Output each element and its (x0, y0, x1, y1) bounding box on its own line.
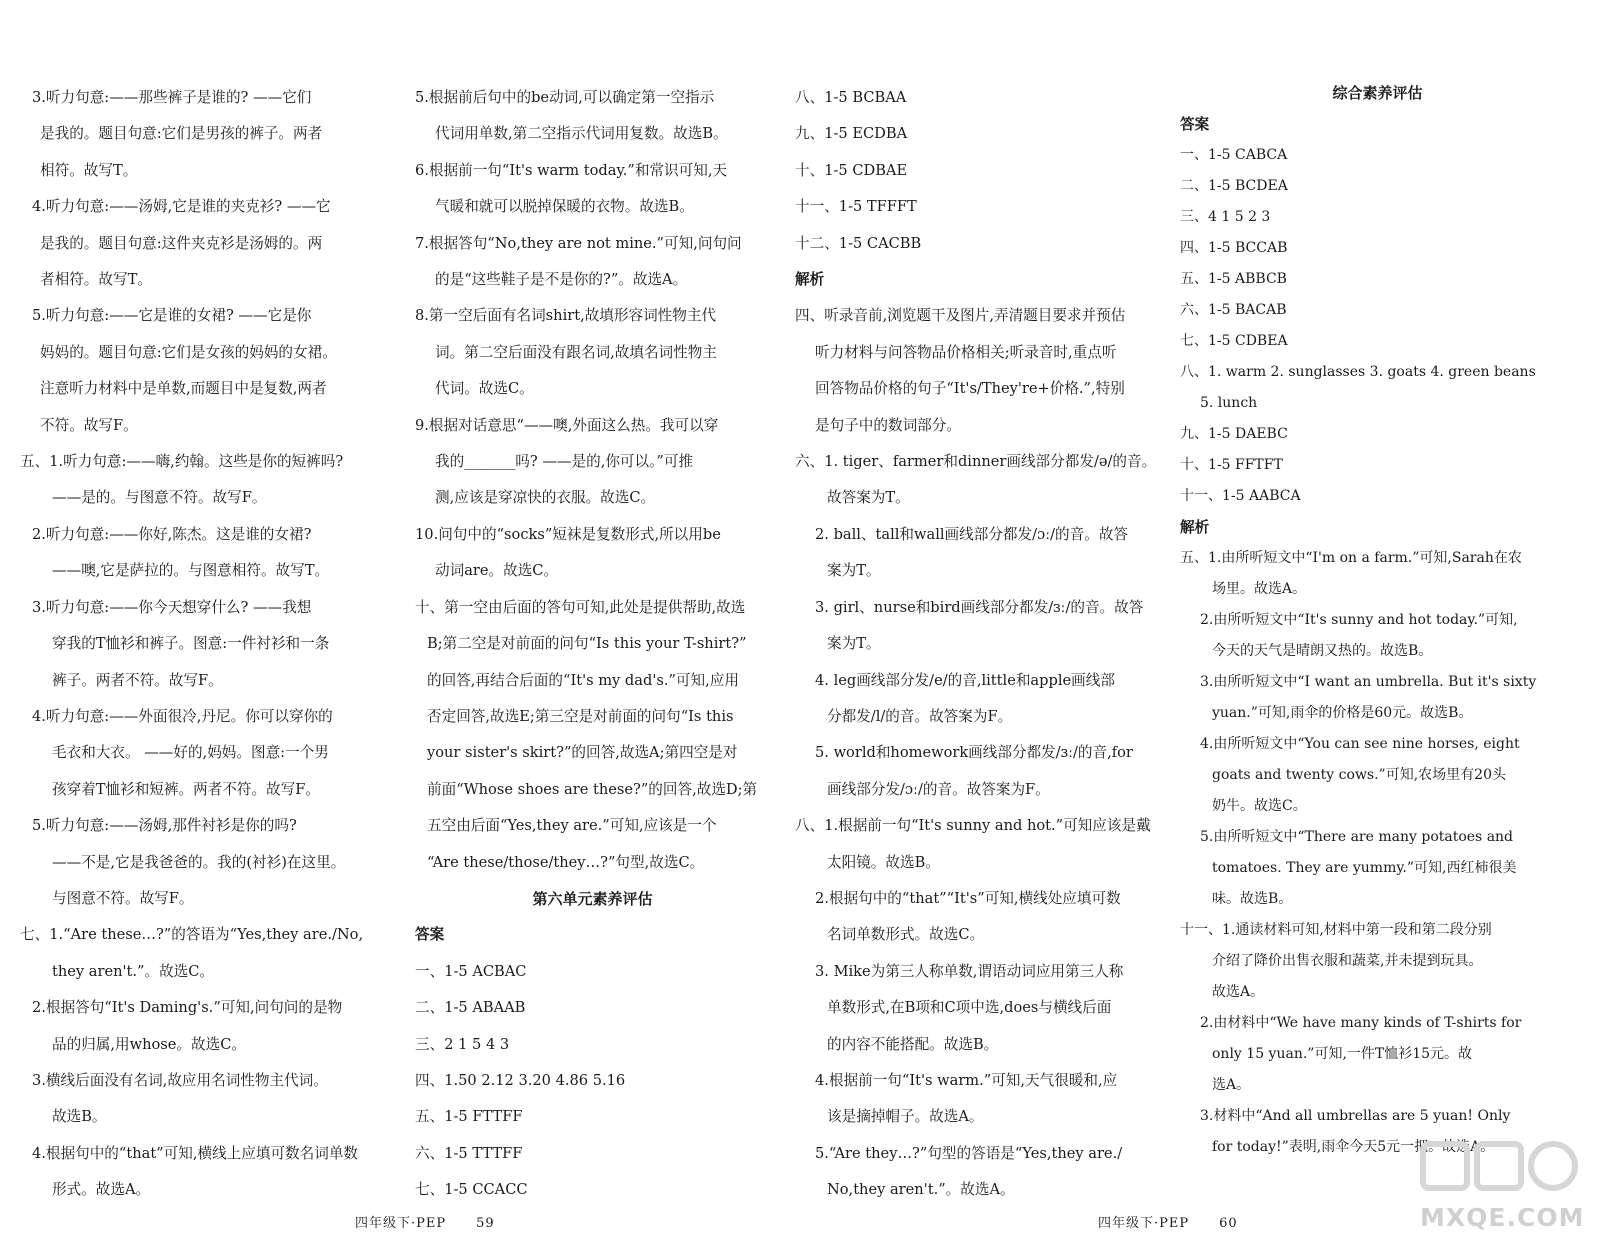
text-line: 裤子。两者不符。故写F。 (52, 671, 223, 689)
text-line: ——不是,它是我爸爸的。我的(衬衫)在这里。 (52, 853, 346, 871)
text-line: 3.横线后面没有名词,故应用名词性物主代词。 (32, 1071, 328, 1089)
answers-label: 答案 (1180, 116, 1210, 133)
text-line: tomatoes. They are yummy.”可知,西红柿很美 (1212, 860, 1517, 876)
unit6-title: 第六单元素养评估 (532, 889, 653, 908)
text-line: 品的归属,用whose。故选C。 (52, 1035, 246, 1053)
text-line: 注意听力材料中是单数,而题目中是复数,两者 (40, 380, 327, 398)
text-line: 5.“Are they…?”句型的答语是“Yes,they are./ (815, 1144, 1123, 1162)
text-line: 6.根据前一句“It's warm today.”和常识可知,天 (415, 161, 728, 179)
answer-line: 5. lunch (1200, 395, 1258, 411)
text-line: 十、第一空由后面的答句可知,此处是提供帮助,故选 (415, 598, 746, 616)
text-line: 3. Mike为第三人称单数,谓语动词应用第三人称 (815, 962, 1124, 980)
text-line: 听力材料与问答物品价格相关;听录音时,重点听 (815, 343, 1117, 361)
text-line: 5.由所听短文中“There are many potatoes and (1200, 829, 1514, 845)
text-line: 的回答,再结合后面的“It's my dad's.”可知,应用 (427, 671, 739, 689)
answer-line: 四、1-5 BCCAB (1180, 240, 1288, 256)
text-line: 案为T。 (827, 562, 881, 580)
answer-line: 二、1-5 BCDEA (1180, 178, 1288, 194)
text-line: 四、听录音前,浏览题干及图片,弄清题目要求并预估 (795, 307, 1126, 325)
analysis-label: 解析 (795, 271, 825, 289)
answer-line: 六、1-5 BACAB (1180, 302, 1287, 318)
text-line: 2.听力句意:——你好,陈杰。这是谁的女裙? (32, 525, 312, 543)
text-line: ——是的。与图意不符。故写F。 (52, 489, 267, 507)
text-line: 4.听力句意:——外面很冷,丹尼。你可以穿你的 (32, 707, 333, 725)
text-line: 故选A。 (1212, 984, 1265, 1000)
text-line: 3.由所听短文中“I want an umbrella. But it's sixty (1200, 674, 1537, 690)
text-line: 孩穿着T恤衫和短裤。两者不符。故写F。 (52, 780, 320, 798)
answers-label: 答案 (415, 926, 445, 944)
text-line: 2.根据答句“It's Daming's.”可知,问句问的是物 (32, 999, 343, 1017)
text-line: 4.听力句意:——汤姆,它是谁的夹克衫? ——它 (32, 198, 331, 216)
text-line: 4.由所听短文中“You can see nine horses, eight (1200, 736, 1520, 752)
text-line: 3.材料中“And all umbrellas are 5 yuan! Only (1200, 1108, 1511, 1124)
text-line: 味。故选B。 (1212, 891, 1293, 907)
text-line: 奶牛。故选C。 (1212, 798, 1307, 814)
text-line: 介绍了降价出售衣服和蔬菜,并未提到玩具。 (1212, 953, 1483, 969)
text-line: 测,应该是穿凉快的衣服。故选C。 (435, 489, 656, 507)
text-line: 动词are。故选C。 (435, 562, 559, 580)
text-line: 形式。故选A。 (52, 1181, 151, 1199)
text-line: 是句子中的数词部分。 (815, 416, 961, 434)
answer-line: 五、1-5 ABBCB (1180, 271, 1287, 287)
answer-line: 七、1-5 CDBEA (1180, 333, 1288, 349)
text-line: 选A。 (1212, 1077, 1251, 1093)
text-line: 名词单数形式。故选C。 (827, 926, 985, 944)
text-line: 穿我的T恤衫和裤子。图意:一件衬衫和一条 (52, 635, 330, 653)
footer-left (355, 1212, 495, 1231)
text-line: 八、1.根据前一句“It's sunny and hot.”可知应该是戴 (795, 817, 1151, 835)
text-line: 代词。故选C。 (435, 380, 534, 398)
text-line: B;第二空是对前面的问句“Is this your T-shirt?” (427, 635, 747, 653)
text-line: 案为T。 (827, 635, 881, 653)
watermark-text: MXQE.COM (1420, 1203, 1585, 1232)
column-3 (795, 80, 1155, 1209)
text-line: 我的_______吗? ——是的,你可以。”可推 (435, 453, 694, 471)
text-line: 七、1.“Are these…?”的答语为“Yes,they are./No, (20, 926, 364, 944)
text-line: 7.根据答句“No,they are not mine.”可知,问句问 (415, 234, 742, 252)
answer-line: 十、1-5 FFTFT (1180, 457, 1283, 473)
text-line: 2.由所听短文中“It's sunny and hot today.”可知, (1200, 612, 1518, 628)
answer-line: 五、1-5 FTTFF (415, 1108, 523, 1126)
answer-line: 十一、1-5 TFFFT (795, 198, 917, 216)
text-line: 气暖和就可以脱掉保暖的衣物。故选B。 (435, 198, 694, 216)
answer-line: 三、4 1 5 2 3 (1180, 209, 1271, 225)
column-4 (1180, 78, 1575, 1163)
text-line: 该是摘掉帽子。故选A。 (827, 1108, 984, 1126)
text-line: 前面“Whose shoes are these?”的回答,故选D;第 (427, 780, 758, 798)
text-line: 4. leg画线部分发/e/的音,little和apple画线部 (815, 671, 1115, 689)
text-line: yuan.”可知,雨伞的价格是60元。故选B。 (1212, 705, 1473, 721)
text-line: 3.听力句意:——那些裤子是谁的? ——它们 (32, 89, 312, 106)
answer-line: 八、1-5 BCBAA (795, 89, 907, 106)
analysis-label: 解析 (1180, 519, 1210, 536)
text-line: 代词用单数,第二空指示代词用复数。故选B。 (435, 125, 728, 143)
answer-line: 十二、1-5 CACBB (795, 234, 922, 252)
text-line: 5.听力句意:——它是谁的女裙? ——它是你 (32, 307, 312, 325)
text-line: 3. girl、nurse和bird画线部分都发/ɜː/的音。故答 (815, 598, 1144, 616)
answer-line: 四、1.50 2.12 3.20 4.86 5.16 (415, 1071, 626, 1089)
footer-right (1098, 1212, 1238, 1231)
answer-line: 一、1-5 ACBAC (415, 962, 527, 980)
text-line: “Are these/those/they…?”句型,故选C。 (427, 853, 705, 871)
text-line: 不符。故写F。 (40, 416, 138, 434)
answer-line: 一、1-5 CABCA (1180, 147, 1288, 163)
page-number: 60 (1219, 1216, 1238, 1231)
answer-line: 二、1-5 ABAAB (415, 999, 526, 1017)
text-line: 的内容不能搭配。故选B。 (827, 1035, 999, 1053)
answer-line: 三、2 1 5 4 3 (415, 1035, 510, 1053)
text-line: 回答物品价格的句子“It's/They're+价格.”,特别 (815, 380, 1125, 398)
text-line: 五、1.由所听短文中“I'm on a farm.”可知,Sarah在农 (1180, 550, 1522, 566)
text-line: 8.第一空后面有名词shirt,故填形容词性物主代 (415, 307, 717, 325)
answer-line: 七、1-5 CCACC (415, 1181, 528, 1199)
column-1 (20, 80, 370, 1209)
text-line: 2. ball、tall和wall画线部分都发/ɔː/的音。故答 (815, 525, 1129, 543)
column-2 (415, 80, 770, 1209)
text-line: 是我的。题目句意:它们是男孩的裤子。两者 (40, 125, 323, 143)
answer-line: 九、1-5 ECDBA (795, 125, 908, 143)
text-line: only 15 yuan.”可知,一件T恤衫15元。故 (1212, 1046, 1473, 1062)
text-line: 是我的。题目句意:这件夹克衫是汤姆的。两 (40, 234, 323, 252)
text-line: goats and twenty cows.”可知,农场里有20头 (1212, 767, 1506, 783)
text-line: 2.根据句中的“that”“It's”可知,横线处应填可数 (815, 889, 1121, 907)
answer-line: 八、1. warm 2. sunglasses 3. goats 4. green beans (1180, 364, 1536, 380)
text-line: 与图意不符。故写F。 (52, 889, 194, 907)
text-line: 10.问句中的“socks”短袜是复数形式,所以用be (415, 525, 721, 543)
text-line: 十一、1.通读材料可知,材料中第一段和第二段分别 (1180, 922, 1492, 938)
page-number: 59 (476, 1216, 495, 1231)
text-line: 词。第二空后面没有跟名词,故填名词性物主 (435, 343, 717, 361)
text-line: 5. world和homework画线部分都发/ɜː/的音,for (815, 744, 1133, 762)
text-line: 分都发/l/的音。故答案为F。 (827, 707, 1013, 725)
answer-line: 十、1-5 CDBAE (795, 161, 908, 179)
text-line: 者相符。故写T。 (40, 271, 152, 289)
text-line: 相符。故写T。 (40, 161, 138, 179)
text-line: 毛衣和大衣。 ——好的,妈妈。图意:一个男 (52, 744, 329, 762)
text-line: 2.由材料中“We have many kinds of T-shirts for (1200, 1015, 1522, 1031)
answer-line: 六、1-5 TTTFF (415, 1144, 523, 1162)
text-line: 的是“这些鞋子是不是你的?”。故选A。 (435, 271, 688, 289)
text-line: 5.听力句意:——汤姆,那件衬衫是你的吗? (32, 817, 297, 835)
text-line: 4.根据前一句“It's warm.”可知,天气很暖和,应 (815, 1071, 1118, 1089)
text-line: 太阳镜。故选B。 (827, 853, 940, 871)
text-line: they aren't.”。故选C。 (52, 962, 215, 980)
text-line: 今天的天气是晴朗又热的。故选B。 (1212, 643, 1433, 659)
text-line: 3.听力句意:——你今天想穿什么? ——我想 (32, 598, 312, 616)
comprehensive-title: 综合素养评估 (1332, 84, 1423, 102)
text-line: 场里。故选A。 (1212, 581, 1307, 597)
answer-line: 十一、1-5 AABCA (1180, 488, 1301, 504)
text-line: 画线部分发/ɔː/的音。故答案为F。 (827, 780, 1050, 798)
footer-label: 四年级下·PEP (355, 1216, 447, 1231)
text-line: 六、1. tiger、farmer和dinner画线部分都发/ə/的音。 (795, 453, 1157, 471)
text-line: 4.根据句中的“that”可知,横线上应填可数名词单数 (32, 1144, 359, 1162)
footer-label: 四年级下·PEP (1098, 1216, 1190, 1231)
text-line: 五、1.听力句意:——嗨,约翰。这些是你的短裤吗? (20, 453, 344, 471)
text-line: 五空由后面“Yes,they are.”可知,应该是一个 (427, 817, 717, 835)
text-line: your sister's skirt?”的回答,故选A;第四空是对 (427, 744, 738, 762)
answer-line: 九、1-5 DAEBC (1180, 426, 1288, 442)
text-line: 单数形式,在B项和C项中选,does与横线后面 (827, 999, 1112, 1017)
text-line: No,they aren't.”。故选A。 (827, 1181, 1015, 1199)
text-line: 故答案为T。 (827, 489, 910, 507)
text-line: ——噢,它是萨拉的。与图意相符。故写T。 (52, 562, 330, 580)
text-line: 故选B。 (52, 1108, 107, 1126)
text-line: 9.根据对话意思“——噢,外面这么热。我可以穿 (415, 416, 719, 434)
text-line: 妈妈的。题目句意:它们是女孩的妈妈的女裙。 (40, 343, 337, 361)
text-line: 否定回答,故选E;第三空是对前面的问句“Is this (427, 707, 734, 725)
text-line: for today!”表明,雨伞今天5元一把。故选A。 (1212, 1139, 1495, 1155)
text-line: 5.根据前后句中的be动词,可以确定第一空指示 (415, 89, 715, 106)
